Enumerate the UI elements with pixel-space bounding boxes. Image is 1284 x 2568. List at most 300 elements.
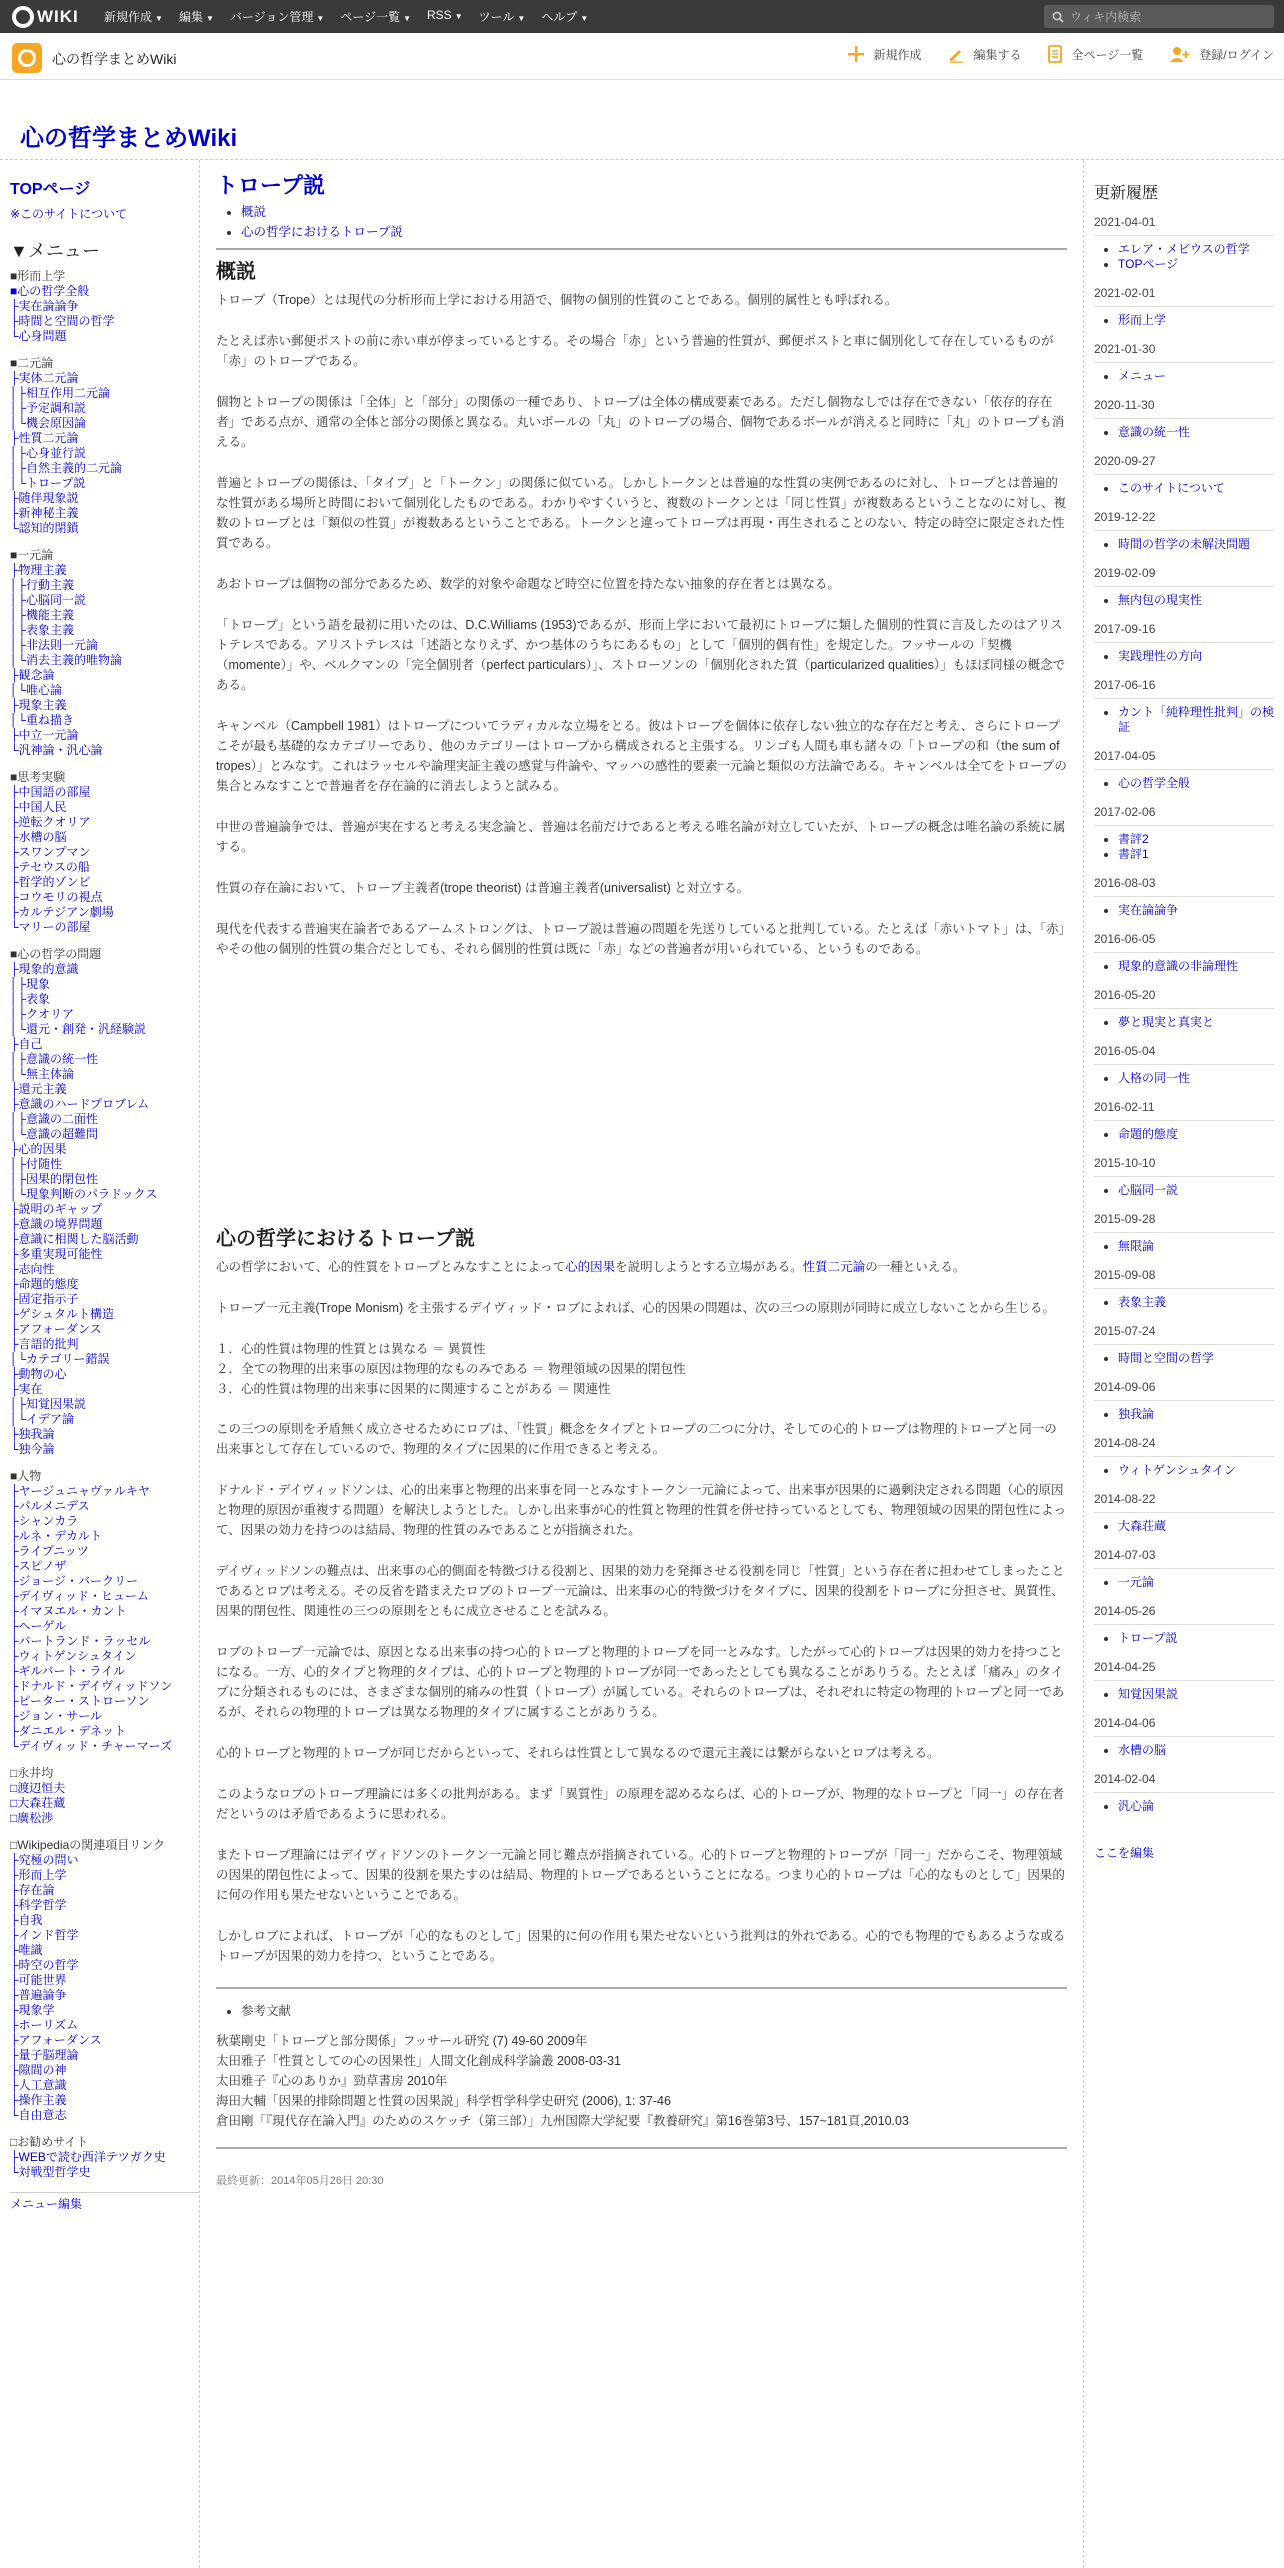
menu-heading: ▼メニュー	[10, 241, 100, 261]
menu-item[interactable]: ■心の哲学全般	[10, 284, 90, 298]
history-date: 2015-10-10	[1094, 1156, 1274, 1177]
menu-item[interactable]: ├隙間の神	[10, 2063, 67, 2077]
menu-item[interactable]: □廣松渉	[10, 1811, 54, 1825]
menu-item[interactable]: ├自我	[10, 1913, 43, 1927]
menu-item[interactable]: ├ジョン・サール	[10, 1709, 103, 1723]
history-link[interactable]: 時間の哲学の未解決問題	[1118, 537, 1251, 551]
top-menu-label: ツール	[478, 10, 515, 24]
history-item	[1118, 776, 1274, 791]
history-date: 2019-02-09	[1094, 566, 1274, 587]
menu-item[interactable]: └対戦型哲学史	[10, 2165, 91, 2179]
history-link[interactable]: 独我論	[1118, 1407, 1155, 1421]
history-item	[1118, 847, 1274, 862]
divider	[216, 248, 1067, 250]
menu-item[interactable]: ├自己	[10, 1037, 43, 1051]
history-date: 2014-02-04	[1094, 1772, 1274, 1793]
menu-item[interactable]: ├意識の境界問題	[10, 1217, 103, 1231]
menu-group	[10, 1766, 199, 1826]
menu-item[interactable]: ├スワンプマン	[10, 845, 91, 859]
history-entry	[1094, 1660, 1274, 1702]
history-link[interactable]: 時間と空間の哲学	[1118, 1351, 1215, 1365]
history-entry	[1094, 342, 1274, 384]
menu-item[interactable]: │└無主体論	[10, 1067, 75, 1081]
menu-item[interactable]: └心身問題	[10, 329, 67, 343]
history-date: 2015-07-24	[1094, 1324, 1274, 1345]
menu-item[interactable]: │├心脳同一説	[10, 593, 87, 607]
history-link[interactable]: 人格の同一性	[1118, 1071, 1191, 1085]
menu-item[interactable]: ├普遍論争	[10, 1988, 67, 2002]
menu-item[interactable]: │├意識の二面性	[10, 1112, 99, 1126]
menu-item[interactable]: ├存在論	[10, 1883, 55, 1897]
history-link[interactable]: エレア・メビウスの哲学	[1118, 242, 1250, 256]
menu-item[interactable]: │├付随性	[10, 1157, 63, 1171]
menu-item[interactable]: ├形而上学	[10, 1868, 67, 1882]
history-link[interactable]: 書評2	[1118, 832, 1149, 846]
edit-page-button[interactable]: 編集する	[947, 45, 1021, 63]
history-list	[1118, 1295, 1274, 1310]
menu-item[interactable]: ├時間と空間の哲学	[10, 314, 115, 328]
paragraph: 心的トロープと物理的トロープが同じだからといって、それらは性質として異なるので還元主義には繋がらないとロブは考える。	[216, 1746, 940, 1760]
history-date: 2016-05-04	[1094, 1044, 1274, 1065]
history-link[interactable]: 書評1	[1118, 847, 1149, 861]
history-item	[1118, 1295, 1274, 1310]
history-list	[1118, 776, 1274, 791]
history-list	[1118, 1743, 1274, 1758]
menu-item[interactable]: │├表象	[10, 992, 51, 1006]
top-menu-item[interactable]	[230, 8, 324, 25]
menu-item[interactable]: └汎神論・汎心論	[10, 743, 103, 757]
menu-item[interactable]: │├表象主義	[10, 623, 75, 637]
history-entry	[1094, 566, 1274, 608]
site-name[interactable]: 心の哲学まとめWiki	[52, 51, 177, 67]
menu-item[interactable]: │└イデア論	[10, 1412, 75, 1426]
menu-item[interactable]: □大森荘蔵	[10, 1796, 66, 1810]
paragraph: キャンベル（Campbell 1981）はトロープについてラディカルな立場をとる。彼はトロープを個体に依存しない独立的な存在だと考え、さらにトロープこそが最も基礎的なカテゴリーであり、他のカテゴリーはトロープから構成されると主張する。リンゴも人間も車も諸々の「トロープの和（the sum of tropes）」とみなす。これはラッセルや論理実証主義の感覚与件論や、マッハの感性的要素一元論と類似の方法論である。キャンベルは全てをトロープの集合とみなすことで普遍者を存在論的に消去しようと試みる。	[216, 719, 1067, 793]
history-date: 2016-08-03	[1094, 876, 1274, 897]
menu-item[interactable]: ├ジョージ・バークリー	[10, 1574, 139, 1588]
menu-item[interactable]: ├命題的態度	[10, 1277, 79, 1291]
section-heading: 概説	[216, 261, 256, 283]
menu-item[interactable]: ├テセウスの船	[10, 860, 90, 874]
menu-item: ■思考実験	[10, 770, 66, 784]
menu-item[interactable]: │└還元・創発・汎経験説	[10, 1022, 147, 1036]
top-menu-item[interactable]	[479, 8, 526, 25]
paragraph: 現代を代表する普遍実在論者であるアームストロングは、トロープ説は普遍の問題を先送りしていると批判している。たとえば「赤いトマト」は、「赤」やその他の個別的性質の集合だとしても、それら個別的性質は既に「赤」などの普遍者が用いられている、というものである。	[216, 922, 1065, 956]
menu-group	[10, 2135, 199, 2180]
history-item	[1118, 369, 1274, 384]
menu-item[interactable]: │├心身並行説	[10, 446, 87, 460]
caret-down-icon: ▼	[403, 14, 412, 23]
history-link[interactable]: 実在論論争	[1118, 903, 1179, 917]
menu-item[interactable]: │└現象判断のパラドックス	[10, 1187, 158, 1201]
menu-item[interactable]: │├知覚因果説	[10, 1397, 87, 1411]
history-list	[1118, 1575, 1274, 1590]
menu-item[interactable]: ├心的因果	[10, 1142, 67, 1156]
reference: 海田大輔「因果的排除問題と性質の因果説」科学哲学科学史研究 (2006), 1: 37-46	[216, 2094, 671, 2108]
history-link[interactable]: ウィトゲンシュタイン	[1118, 1463, 1237, 1477]
history-date: 2016-02-11	[1094, 1100, 1274, 1121]
menu-item[interactable]: │├意識の統一性	[10, 1052, 99, 1066]
caret-down-icon: ▼	[205, 14, 214, 23]
menu-item[interactable]: │└唯心論	[10, 683, 63, 697]
history-list	[1118, 1015, 1274, 1030]
menu-item[interactable]: ├量子脳理論	[10, 2048, 79, 2062]
menu-item[interactable]: ├還元主義	[10, 1082, 67, 1096]
history-date: 2014-09-06	[1094, 1380, 1274, 1401]
site-logo-icon[interactable]	[12, 43, 42, 73]
history-entry	[1094, 1604, 1274, 1646]
menu-item[interactable]: ├中国人民	[10, 800, 67, 814]
history-item	[1118, 903, 1274, 918]
menu-item[interactable]: │├現象	[10, 977, 51, 991]
menu-item[interactable]: ├実在論論争	[10, 299, 79, 313]
caret-down-icon: ▼	[517, 14, 526, 23]
top-menu-item[interactable]	[179, 8, 214, 25]
history-link[interactable]: 命題的態度	[1118, 1127, 1179, 1141]
menu-item[interactable]: ├固定指示子	[10, 1292, 79, 1306]
history-item	[1118, 425, 1274, 440]
menu-item[interactable]: ├究極の問い	[10, 1853, 79, 1867]
menu-item[interactable]: □渡辺恒夫	[10, 1781, 66, 1795]
history-list	[1118, 537, 1274, 552]
top-menu-item[interactable]	[541, 8, 588, 25]
menu-item[interactable]: ├コウモリの視点	[10, 890, 103, 904]
document-icon	[1047, 45, 1063, 63]
menu-item[interactable]: ├パルメニデス	[10, 1499, 90, 1513]
history-list	[1118, 1407, 1274, 1422]
history-date: 2014-08-22	[1094, 1492, 1274, 1513]
menu-item[interactable]: │├行動主義	[10, 578, 75, 592]
menu-item[interactable]: └自由意志	[10, 2108, 67, 2122]
history-entries	[1094, 215, 1274, 1814]
menu-item[interactable]: ├デイヴィッド・ヒューム	[10, 1589, 149, 1603]
history-entry	[1094, 1324, 1274, 1366]
divider	[216, 2147, 1067, 2149]
site-actions	[821, 45, 1274, 63]
menu-item[interactable]: │└機会原因論	[10, 416, 87, 430]
menu-item[interactable]: │├因果的閉包性	[10, 1172, 99, 1186]
history-item	[1118, 1183, 1274, 1198]
menu-item[interactable]: ├可能世界	[10, 1973, 67, 1987]
menu-item[interactable]: ├多重実現可能性	[10, 1247, 103, 1261]
caret-down-icon: ▼	[155, 14, 163, 23]
menu-item[interactable]: ├ドナルド・デイヴィッドソン	[10, 1679, 173, 1693]
paragraph: 性質の存在論において、トロープ主義者(trope theorist) は普遍主義者(universalist) と対立する。	[216, 881, 750, 895]
update-history-heading: 更新履歴	[1094, 185, 1159, 202]
update-history	[1083, 160, 1284, 2568]
menu-item[interactable]: ├観念論	[10, 668, 55, 682]
main-content	[200, 160, 1083, 2568]
history-link[interactable]: 夢と現実と真実と	[1118, 1015, 1215, 1029]
history-link[interactable]: 実践理性の方向	[1118, 649, 1203, 663]
menu-item[interactable]: ├ルネ・デカルト	[10, 1529, 102, 1543]
history-list	[1118, 369, 1274, 384]
history-date: 2021-01-30	[1094, 342, 1274, 363]
history-link[interactable]: カント「純粋理性批判」の検証	[1118, 705, 1275, 734]
history-list	[1118, 832, 1274, 862]
page-title: トロープ説	[216, 173, 325, 198]
paragraph: 普遍とトロープの関係は、「タイプ」と「トークン」の関係に似ている。しかしトークンとは普遍的な性質の実例であるのに対し、トロープとは普遍的な性質がある場所と時間において個別化したものである。わかりやすくいうと、複数のトークンとは「同じ性質」が複数あるということなのに対し、複数のトロープとは「類似の性質」が複数あるということである。トークンと違ってトロープは再現・再生されることのない、特定の時空に限定された性質である。	[216, 476, 1067, 550]
paragraph: 中世の普遍論争では、普遍が実在すると考える実念論と、普遍は名前だけであると考える唯名論が対立していたが、トロープの概念は唯名論の系統に属する。	[216, 820, 1066, 854]
wiki-title-area	[0, 80, 1284, 160]
menu-item[interactable]: ├哲学的ゾンビ	[10, 875, 91, 889]
top-menu-label: ページ一覧	[340, 10, 401, 24]
menu-item[interactable]: └デイヴィッド・チャーマーズ	[10, 1739, 172, 1753]
history-link[interactable]: 形而上学	[1118, 313, 1167, 327]
login-button[interactable]: 登録/ログイン	[1169, 45, 1274, 63]
history-list	[1118, 313, 1274, 328]
menu-item[interactable]: │├相互作用二元論	[10, 386, 111, 400]
new-page-button[interactable]: 新規作成	[847, 45, 921, 63]
caret-down-icon: ▼	[580, 14, 589, 23]
top-menu-label: RSS	[427, 8, 452, 22]
menu-item[interactable]: ├現象学	[10, 2003, 55, 2017]
menu-item: □Wikipediaの関連項目リンク	[10, 1838, 166, 1852]
list-item: １．心的性質は物理的性質とは異なる ＝ 異質性	[216, 1342, 486, 1356]
menu-item[interactable]: ├シャンカラ	[10, 1514, 79, 1528]
history-link[interactable]: メニュー	[1118, 369, 1167, 383]
paragraph: 心の哲学において、心的性質をトロープとみなすことによって心的因果を説明しようとする立場がある。性質二元論の一種といえる。	[216, 1260, 966, 1274]
history-item	[1118, 1519, 1274, 1534]
history-link[interactable]: 一元論	[1118, 1575, 1155, 1589]
menu-item[interactable]: │└消去主義的唯物論	[10, 653, 123, 667]
history-list	[1118, 242, 1274, 272]
menu-item[interactable]: │├予定調和説	[10, 401, 87, 415]
menu-item[interactable]: ├ヘーゲル	[10, 1619, 67, 1633]
history-link[interactable]: 無内包の現実性	[1118, 593, 1203, 607]
menu-item[interactable]: ├ウィトゲンシュタイン	[10, 1649, 137, 1663]
menu-item: ■二元論	[10, 356, 54, 370]
menu-item[interactable]: ├ピーター・ストローソン	[10, 1694, 150, 1708]
menu-item: ■形而上学	[10, 269, 66, 283]
section-heading: 心の哲学におけるトロープ説	[216, 1228, 475, 1250]
history-link[interactable]: 大森荘蔵	[1118, 1519, 1167, 1533]
history-link[interactable]: このサイトについて	[1118, 481, 1225, 495]
menu-item[interactable]: ├イマヌエル・カント	[10, 1604, 127, 1618]
history-date: 2016-06-05	[1094, 932, 1274, 953]
history-entry	[1094, 1716, 1274, 1758]
history-entry	[1094, 805, 1274, 862]
history-entry	[1094, 286, 1274, 328]
history-list	[1118, 903, 1274, 918]
history-list	[1118, 1463, 1274, 1478]
history-link[interactable]: 意識の統一性	[1118, 425, 1191, 439]
menu-item[interactable]: ├WEBで読む西洋テツガク史	[10, 2150, 166, 2164]
paragraph: 「トロープ」という語を最初に用いたのは、D.C.Williams (1953)であるが、形而上学において最初にトロープに類した個別的性質に言及したのはアリストテレスである。アリストテレスは「述語となりえず、かつ基体のうちにあるもの」として「個別的偶有性」を規定した。フッサールの「契機（momente）」や、ベルクマンの「完全個別者（perfect particulars）」、ストローソンの「個別化された質（particularized qualities）」もほぼ同様の概念である。	[216, 618, 1066, 692]
last-modified: 最終更新：2014年05月26日 20:30	[216, 2175, 384, 2187]
menu-item[interactable]: ├科学哲学	[10, 1898, 67, 1912]
menu-item[interactable]: ├実在	[10, 1382, 43, 1396]
menu-item[interactable]: └マリーの部屋	[10, 920, 91, 934]
history-link[interactable]: 汎心論	[1118, 1799, 1155, 1813]
global-toolbar	[0, 0, 1284, 33]
toc-item: • 心の哲学におけるトロープ説	[241, 222, 1067, 242]
reference: 倉田剛「『現代存在論入門』のためのスケッチ（第三部）」九州国際大学紀要『教養研究』第16巻第3号、157~181頁,2010.03	[216, 2114, 909, 2128]
reference: 秋葉剛史「トロープと部分関係」フッサール研究 (7) 49-60 2009年	[216, 2034, 588, 2048]
history-date: 2021-04-01	[1094, 215, 1274, 236]
history-date: 2017-09-16	[1094, 622, 1274, 643]
history-link[interactable]: 心脳同一説	[1118, 1183, 1179, 1197]
history-date: 2014-07-03	[1094, 1548, 1274, 1569]
history-entry	[1094, 876, 1274, 918]
menu-item[interactable]: ├意識のハードプロブレム	[10, 1097, 150, 1111]
menu-item[interactable]: ├カルテジアン劇場	[10, 905, 114, 919]
menu-item[interactable]: ├逆転クオリア	[10, 815, 91, 829]
history-link[interactable]: 現象的意識の非論理性	[1118, 959, 1239, 973]
history-item	[1118, 832, 1274, 847]
top-menu-item[interactable]	[104, 8, 163, 25]
history-date: 2016-05-20	[1094, 988, 1274, 1009]
menu-item[interactable]: ├水槽の脳	[10, 830, 67, 844]
menu-item[interactable]: ├ダニエル・デネット	[10, 1724, 127, 1738]
history-item	[1118, 481, 1274, 496]
history-link[interactable]: 無限論	[1118, 1239, 1155, 1253]
menu-item[interactable]: ├アフォーダンス	[10, 1322, 102, 1336]
menu-item[interactable]: ├物理主義	[10, 563, 67, 577]
menu-item[interactable]: ├バートランド・ラッセル	[10, 1634, 151, 1648]
history-entry	[1094, 1380, 1274, 1422]
menu-item[interactable]: ├ライプニッツ	[10, 1544, 89, 1558]
menu-item[interactable]: └独今論	[10, 1442, 55, 1456]
plus-icon	[847, 45, 865, 63]
menu-item[interactable]: ├中国語の部屋	[10, 785, 91, 799]
history-item	[1118, 257, 1274, 272]
pencil-icon	[947, 45, 965, 63]
history-entry	[1094, 1772, 1274, 1814]
menu-item[interactable]: ├人工意識	[10, 2078, 67, 2092]
history-list	[1118, 1631, 1274, 1646]
history-date: 2020-11-30	[1094, 398, 1274, 419]
page-list-button[interactable]: 全ページ一覧	[1047, 45, 1143, 63]
menu-item[interactable]: ├現象主義	[10, 698, 67, 712]
menu-item[interactable]: ├操作主義	[10, 2093, 67, 2107]
history-list	[1118, 1351, 1274, 1366]
menu-item[interactable]: └認知的閉鎖	[10, 521, 79, 535]
user-add-icon	[1169, 46, 1191, 62]
history-list	[1118, 1799, 1274, 1814]
top-menu-item[interactable]	[427, 8, 463, 25]
caret-down-icon: ▼	[316, 14, 325, 23]
inline-link[interactable]: 性質二元論	[802, 1260, 866, 1274]
history-date: 2015-09-28	[1094, 1212, 1274, 1233]
inline-link[interactable]: 心的因果	[565, 1260, 616, 1274]
history-entry	[1094, 622, 1274, 664]
menu-item[interactable]: ├ゲシュタルト構造	[10, 1307, 115, 1321]
history-link[interactable]: トロープ説	[1118, 1631, 1178, 1645]
history-item	[1118, 959, 1274, 974]
menu-item[interactable]: ├随伴現象説	[10, 491, 79, 505]
menu-item[interactable]: ├現象的意識	[10, 962, 79, 976]
history-entry	[1094, 510, 1274, 552]
top-page-link[interactable]: TOPページ	[10, 181, 91, 198]
menu-item[interactable]: │└トロープ説	[10, 476, 86, 490]
menu-group	[10, 356, 199, 536]
menu-item[interactable]: ├唯識	[10, 1943, 43, 1957]
history-date: 2014-08-24	[1094, 1436, 1274, 1457]
history-list	[1118, 1687, 1274, 1702]
history-list	[1118, 649, 1274, 664]
menu-item[interactable]: │└重ね描き	[10, 713, 75, 727]
history-link[interactable]: 表象主義	[1118, 1295, 1167, 1309]
menu-item[interactable]: │├非法則一元論	[10, 638, 99, 652]
history-date: 2014-04-06	[1094, 1716, 1274, 1737]
history-link[interactable]: 知覚因果説	[1118, 1687, 1179, 1701]
menu-item[interactable]: ├動物の心	[10, 1367, 67, 1381]
history-item	[1118, 593, 1274, 608]
menu-item[interactable]: ├実体二元論	[10, 371, 79, 385]
top-menu	[104, 8, 604, 25]
menu-item[interactable]: ├スピノザ	[10, 1559, 67, 1573]
menu-item[interactable]: ├ギルバート・ライル	[10, 1664, 126, 1678]
menu-item[interactable]: ├新神秘主義	[10, 506, 79, 520]
refs-label: • 参考文献	[241, 2001, 1067, 2021]
menu-item[interactable]: ├言語的批判	[10, 1337, 79, 1351]
history-list	[1118, 705, 1274, 735]
history-link[interactable]: 心の哲学全般	[1118, 776, 1191, 790]
menu-item[interactable]: │└意識の超難問	[10, 1127, 99, 1141]
menu-item[interactable]: ├ヤージュニャヴァルキヤ	[10, 1484, 150, 1498]
menu-item: □お勧めサイト	[10, 2135, 89, 2149]
menu-groups	[10, 269, 199, 2180]
menu-item[interactable]: │├自然主義的二元論	[10, 461, 123, 475]
top-menu-label: ヘルプ	[541, 10, 578, 24]
list-item: ３．心的性質は物理的出来事に因果的に関連することがある ＝ 関連性	[216, 1382, 611, 1396]
history-link[interactable]: TOPページ	[1118, 257, 1179, 271]
paragraph: トロープ（Trope）とは現代の分析形而上学における用語で、個物の個別的性質のことである。個別的属性とも呼ばれる。	[216, 293, 898, 307]
menu-item[interactable]: ├中立一元論	[10, 728, 79, 742]
history-list	[1118, 1071, 1274, 1086]
history-entry	[1094, 1212, 1274, 1254]
paragraph: しかしロブによれば、トロープが「心的なものとして」因果的に何の作用も果たせないという批判は的外れである。心的でも物理的でもあるような或るトロープが因果的効力を持つ、ということである。	[216, 1929, 1066, 1963]
history-link[interactable]: 水槽の脳	[1118, 1743, 1167, 1757]
history-item	[1118, 537, 1274, 552]
edit-here-link[interactable]: ここを編集	[1094, 1846, 1155, 1860]
history-entry	[1094, 1268, 1274, 1310]
about-site-link[interactable]: ※このサイトについて	[10, 207, 127, 221]
menu-item[interactable]: ├志向性	[10, 1262, 55, 1276]
wiki-title[interactable]: 心の哲学まとめWiki	[20, 125, 238, 152]
paragraph: このようなロブのトロープ理論には多くの批判がある。まず「異質性」の原理を認めるならば、心的トロープが、物理的なトロープと「同一」の存在者だというのは矛盾であるように思われる。	[216, 1787, 1065, 1821]
history-list	[1118, 1183, 1274, 1198]
menu-item[interactable]: │└カテゴリー錯誤	[10, 1352, 110, 1366]
menu-item[interactable]: ├独我論	[10, 1427, 55, 1441]
menu-edit-link[interactable]: メニュー編集	[10, 2192, 199, 2212]
wiki-logo[interactable]: WIKI	[12, 6, 92, 28]
toc-item: • 概説	[241, 202, 1067, 222]
menu-item[interactable]: ├性質二元論	[10, 431, 79, 445]
wiki-search-input[interactable]: ウィキ内検索	[1044, 5, 1274, 28]
history-item	[1118, 1631, 1274, 1646]
history-item	[1118, 1239, 1274, 1254]
menu-item[interactable]: ├アフォーダンス	[10, 2033, 102, 2047]
menu-item[interactable]: ├時空の哲学	[10, 1958, 79, 1972]
section-body	[216, 290, 1067, 959]
menu-item[interactable]: ├インド哲学	[10, 1928, 79, 1942]
reference: 太田雅子『心のありか』勁草書房 2010年	[216, 2074, 448, 2088]
references	[216, 2031, 1067, 2131]
menu-item[interactable]: ├意識に相関した脳活動	[10, 1232, 139, 1246]
history-item	[1118, 313, 1274, 328]
history-entry	[1094, 988, 1274, 1030]
menu-item[interactable]: ├説明のギャップ	[10, 1202, 103, 1216]
top-menu-item[interactable]	[340, 8, 411, 25]
menu-item[interactable]: │├機能主義	[10, 608, 75, 622]
top-menu-label: 新規作成	[104, 10, 153, 24]
menu-item[interactable]: │├クオリア	[10, 1007, 75, 1021]
menu-item[interactable]: ├ホーリズム	[10, 2018, 79, 2032]
top-menu-label: 編集	[178, 10, 203, 24]
history-item	[1118, 1407, 1274, 1422]
